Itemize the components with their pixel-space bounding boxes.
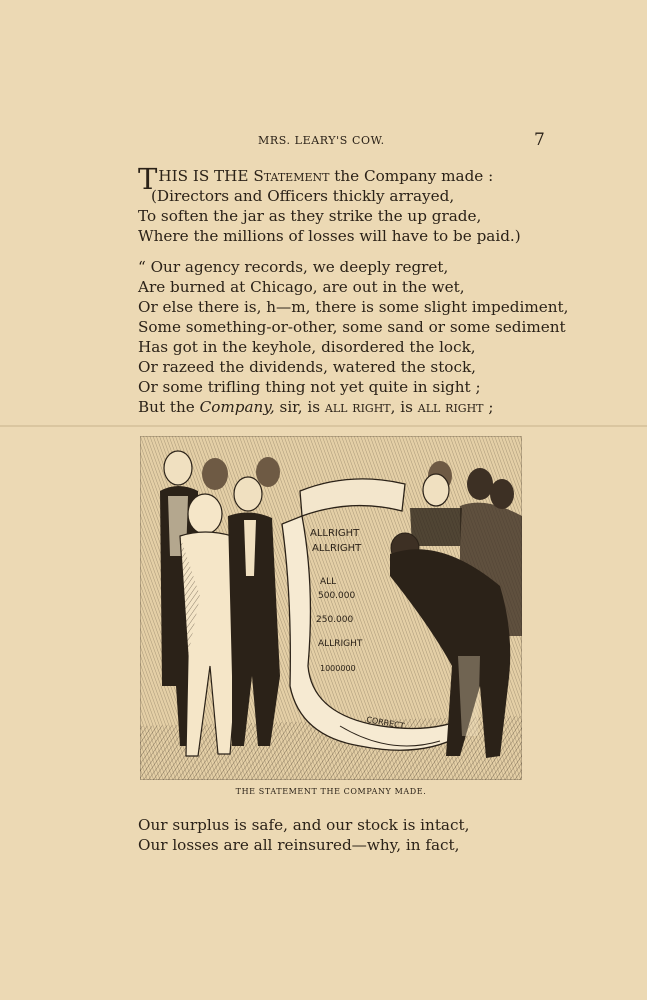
verse-text-italic: Company, <box>199 398 275 416</box>
stanza-3 <box>138 815 578 855</box>
verse-text: HIS IS THE <box>158 167 254 185</box>
verse-line: Are burned at Chicago, are out in the wet, <box>138 278 465 296</box>
verse-line: “ Our agency records, we deeply regret, <box>138 258 449 276</box>
verse-line: To soften the jar as they strike the up grade, <box>138 207 482 225</box>
verse-text: sir, is <box>274 398 325 416</box>
scroll-text: ALL <box>320 577 337 587</box>
scroll-text: ALLRIGHT <box>310 528 360 539</box>
verse-line: Some something-or-other, some sand or some sediment <box>138 318 566 336</box>
scroll-text: 1000000 <box>320 664 356 673</box>
verse-line: Has got in the keyhole, disordered the lock, <box>138 338 476 356</box>
verse-text: ; <box>483 398 494 416</box>
running-head: MRS. LEARY'S COW. <box>258 134 385 147</box>
verse-text: made : <box>436 167 494 185</box>
engraving-drawing <box>140 436 522 780</box>
verse-line: Or else there is, h—m, there is some slight impediment, <box>138 298 569 316</box>
stanza-2 <box>138 257 578 417</box>
illustration-caption: THE STATEMENT THE COMPANY MADE. <box>235 787 427 796</box>
scroll-text: ALLRIGHT <box>312 543 362 554</box>
verse-line: Where the millions of losses will have to be paid.) <box>138 227 521 245</box>
verse-text: Company <box>363 167 437 185</box>
verse-text: But the <box>138 398 200 416</box>
page-header <box>0 130 647 150</box>
verse-line: Our losses are all reinsured—why, in fact, <box>138 836 460 854</box>
verse-text-smallcaps: all right <box>324 398 391 416</box>
verse-line <box>138 397 578 417</box>
verse-line: Our surplus is safe, and our stock is intact, <box>138 816 470 834</box>
page-number: 7 <box>534 130 545 150</box>
verse-line: Or some trifling thing not yet quite in sight ; <box>138 378 481 396</box>
page-fold-crease <box>0 425 647 427</box>
drop-cap: T <box>138 162 158 196</box>
verse-line: Or razeed the dividends, watered the stock, <box>138 358 476 376</box>
verse-text: , is <box>390 398 418 416</box>
scroll-text: ALLRIGHT <box>318 639 363 649</box>
verse-text: the <box>329 167 364 185</box>
verse-text: Statement <box>253 167 330 185</box>
stanza-1 <box>138 162 578 246</box>
verse-line: (Directors and Officers thickly arrayed, <box>151 187 455 205</box>
scroll-text: 500.000 <box>318 591 356 601</box>
engraving-illustration <box>140 436 522 780</box>
verse-text-smallcaps: all right <box>417 398 484 416</box>
scroll-text: 250.000 <box>316 615 354 625</box>
scroll-text: CORRECT <box>365 715 406 731</box>
